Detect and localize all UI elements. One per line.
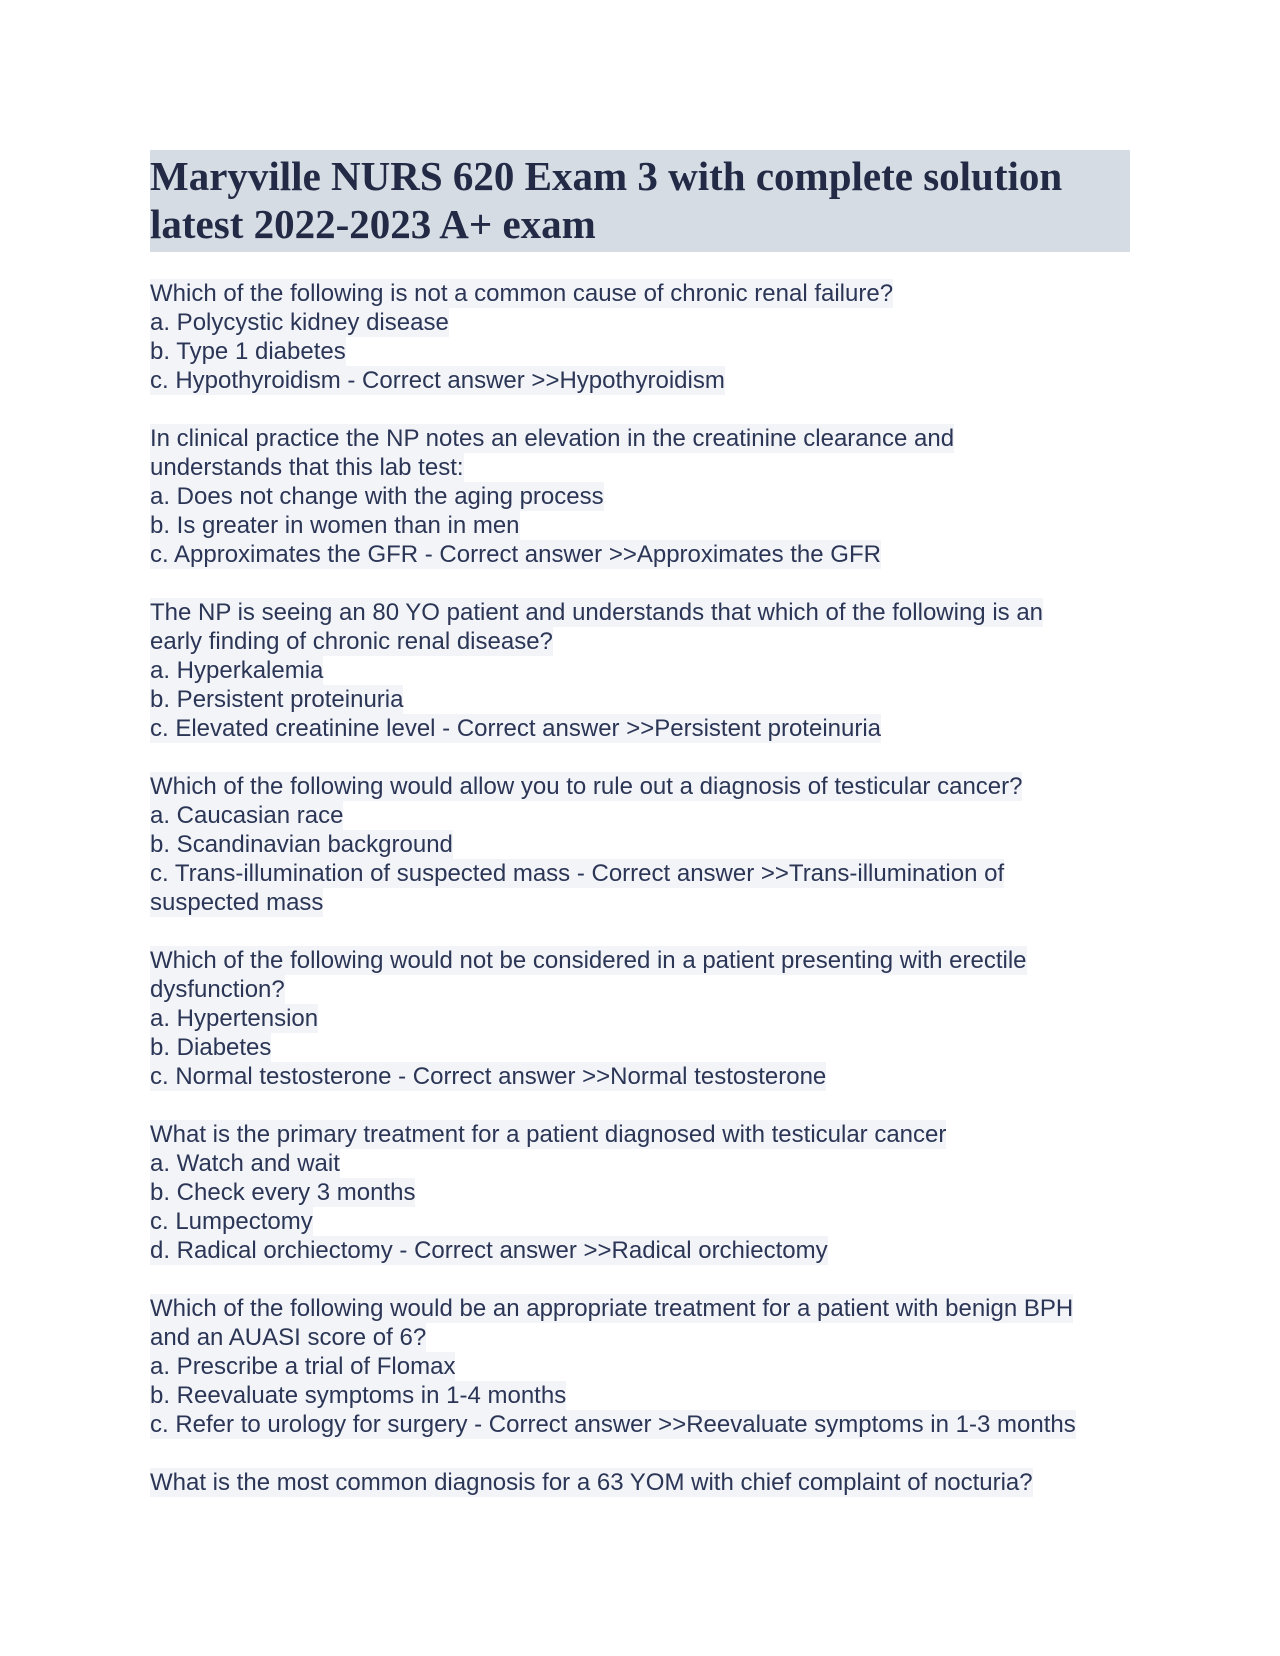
question-text: and an AUASI score of 6? [150, 1324, 427, 1351]
answer-option: b. Type 1 diabetes [150, 338, 346, 365]
answer-option: a. Hyperkalemia [150, 657, 324, 684]
question-text: understands that this lab test: [150, 454, 464, 481]
question-text: In clinical practice the NP notes an elevation in the creatinine clearance and [150, 425, 955, 452]
answer-option: a. Prescribe a trial of Flomax [150, 1353, 456, 1380]
answer-option: a. Hypertension [150, 1005, 319, 1032]
answer-option: b. Scandinavian background [150, 831, 453, 858]
document-title [150, 150, 1130, 252]
question-text: The NP is seeing an 80 YO patient and understands that which of the following is an [150, 599, 1044, 626]
answer-option-with-correct-answer: c. Hypothyroidism - Correct answer >>Hypothyroidism [150, 367, 725, 394]
answer-option-with-correct-answer: d. Radical orchiectomy - Correct answer >>Radical orchiectomy [150, 1237, 828, 1264]
question-text: early finding of chronic renal disease? [150, 628, 553, 655]
question-text: Which of the following would not be considered in a patient presenting with erectile [150, 947, 1027, 974]
question-8 [150, 1468, 1130, 1497]
title-line-2: latest 2022-2023 A+ exam [150, 201, 596, 247]
answer-option: b. Reevaluate symptoms in 1-4 months [150, 1382, 567, 1409]
answer-option-with-correct-answer: c. Normal testosterone - Correct answer >>Normal testosterone [150, 1063, 827, 1090]
answer-option-with-correct-answer: c. Elevated creatinine level - Correct answer >>Persistent proteinuria [150, 715, 882, 742]
question-2 [150, 424, 1130, 569]
question-text: Which of the following would allow you to rule out a diagnosis of testicular cancer? [150, 773, 1023, 800]
question-3 [150, 598, 1130, 743]
question-5 [150, 946, 1130, 1091]
answer-option: a. Watch and wait [150, 1150, 340, 1177]
question-text: Which of the following is not a common cause of chronic renal failure? [150, 280, 894, 307]
question-1 [150, 279, 1130, 395]
answer-option: a. Polycystic kidney disease [150, 309, 449, 336]
answer-option: b. Check every 3 months [150, 1179, 416, 1206]
question-6 [150, 1120, 1130, 1265]
answer-option: b. Diabetes [150, 1034, 272, 1061]
question-text: Which of the following would be an appropriate treatment for a patient with benign BPH [150, 1295, 1074, 1322]
question-7 [150, 1294, 1130, 1439]
question-4 [150, 772, 1130, 917]
answer-option: a. Does not change with the aging process [150, 483, 604, 510]
answer-option-with-correct-answer: suspected mass [150, 889, 324, 916]
title-line-1: Maryville NURS 620 Exam 3 with complete solution [150, 153, 1063, 199]
answer-option-with-correct-answer: c. Refer to urology for surgery - Correct answer >>Reevaluate symptoms in 1-3 months [150, 1411, 1076, 1438]
answer-option-with-correct-answer: c. Trans-illumination of suspected mass - Correct answer >>Trans-illumination of [150, 860, 1005, 887]
answer-option: b. Persistent proteinuria [150, 686, 404, 713]
question-text: What is the most common diagnosis for a 63 YOM with chief complaint of nocturia? [150, 1469, 1033, 1496]
question-text: What is the primary treatment for a patient diagnosed with testicular cancer [150, 1121, 947, 1148]
answer-option-with-correct-answer: c. Approximates the GFR - Correct answer >>Approximates the GFR [150, 541, 881, 568]
answer-option: a. Caucasian race [150, 802, 344, 829]
answer-option: c. Lumpectomy [150, 1208, 313, 1235]
document-page [150, 150, 1130, 1526]
answer-option: b. Is greater in women than in men [150, 512, 520, 539]
question-text: dysfunction? [150, 976, 285, 1003]
